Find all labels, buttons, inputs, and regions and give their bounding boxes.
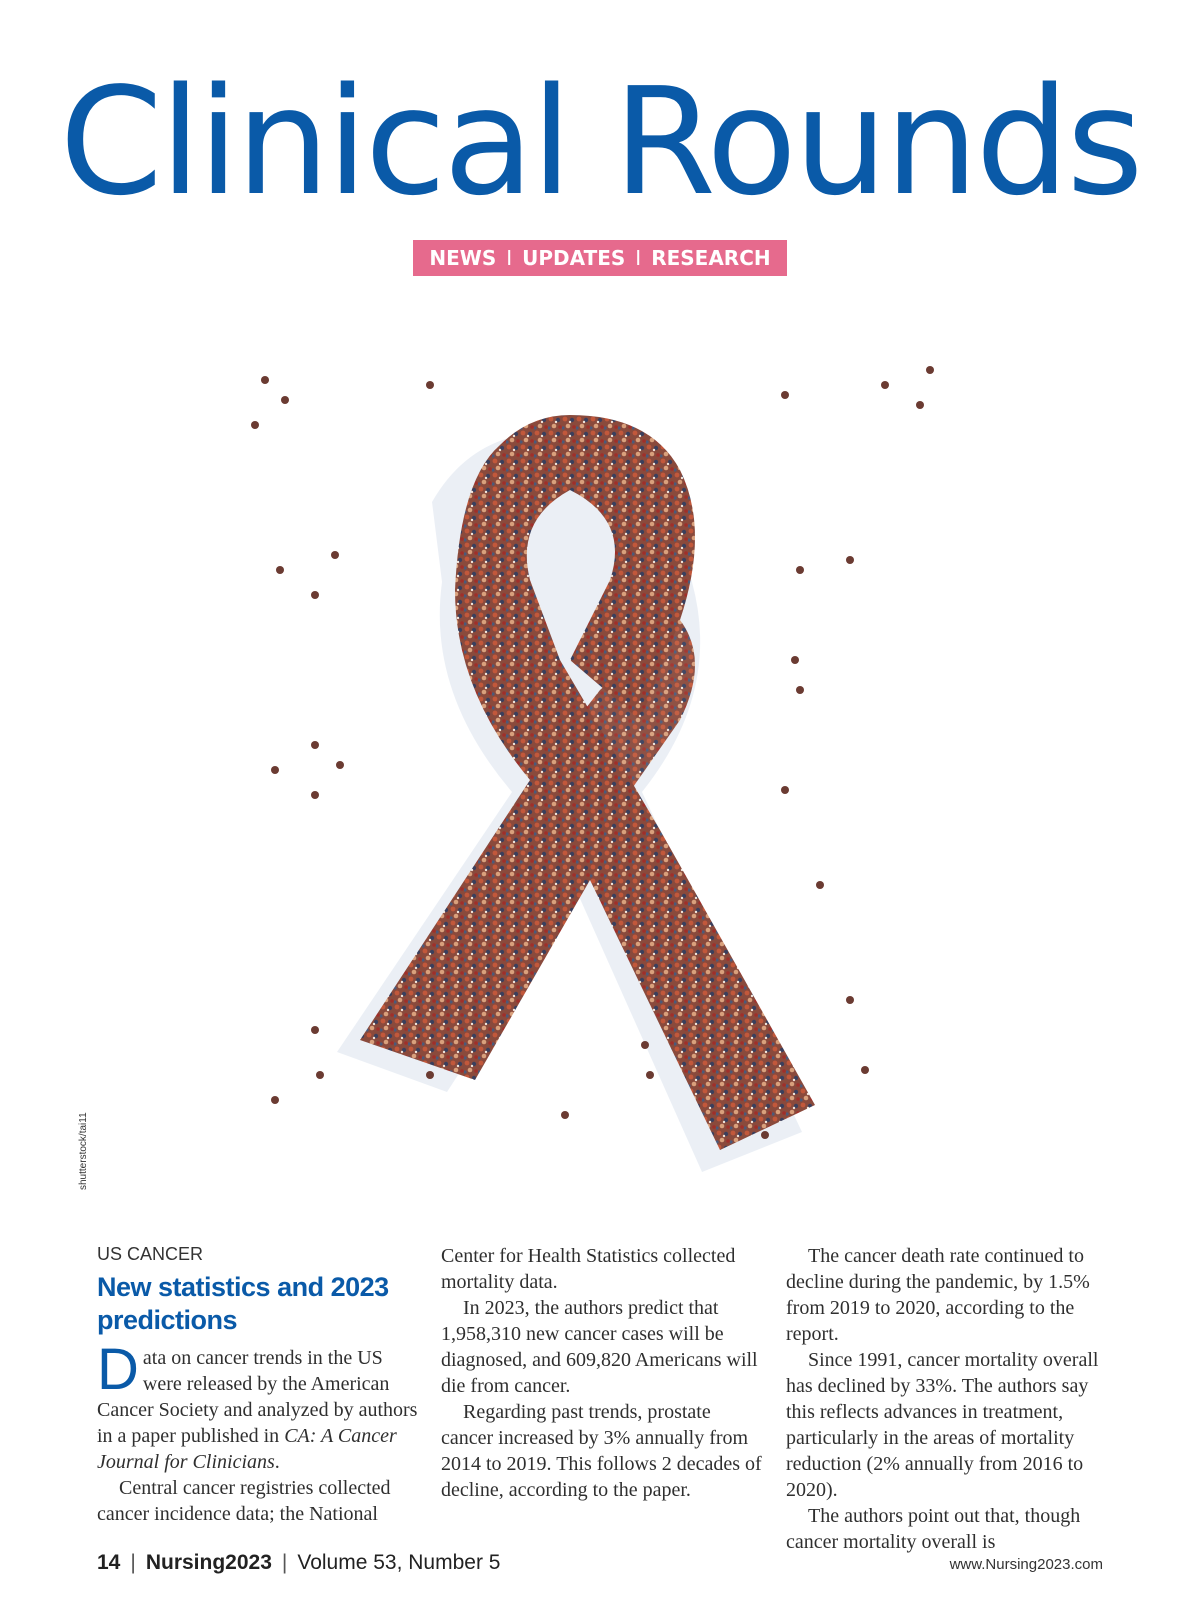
awareness-ribbon-crowd-image bbox=[240, 360, 980, 1200]
page-title: Clinical Rounds bbox=[59, 56, 1141, 228]
footer-separator: | bbox=[130, 1551, 136, 1574]
drop-cap: D bbox=[97, 1337, 139, 1402]
journal-title: CA: A Cancer Journal for Clinicians bbox=[97, 1425, 397, 1473]
article-paragraph: Since 1991, cancer mortality overall has declined by 33%. The authors say this reflects advances in treatment, particularly in the areas of mortality reduction (2% annually from 2016 to 2020). bbox=[786, 1349, 1099, 1501]
article-paragraph: In 2023, the authors predict that 1,958,310 new cancer cases will be diagnosed, and 609,820 Americans will die from cancer. bbox=[441, 1297, 758, 1397]
folio bbox=[97, 1551, 500, 1575]
article-paragraph: Regarding past trends, prostate cancer increased by 3% annually from 2014 to 2019. This follows 2 decades of decline, according to the paper. bbox=[441, 1401, 762, 1501]
website-url: www.Nursing2023.com bbox=[949, 1556, 1103, 1573]
tag-research: RESEARCH bbox=[651, 246, 771, 270]
article-column-2 bbox=[441, 1243, 763, 1503]
article-headline: New statistics and 2023 predictions bbox=[97, 1272, 389, 1335]
tag-updates: UPDATES bbox=[522, 246, 626, 270]
tag-separator: I bbox=[635, 246, 642, 270]
article-paragraph: Data on cancer trends in the US were released by the American Cancer Society and analyzed by authors in a paper published in CA: A Cancer Journal for Clinicians. bbox=[97, 1337, 418, 1473]
tag-separator: I bbox=[506, 246, 513, 270]
publication-name: Nursing2023 bbox=[145, 1551, 272, 1574]
page-footer bbox=[97, 1551, 1103, 1575]
article-paragraph: Center for Health Statistics collected mortality data. bbox=[441, 1245, 736, 1293]
page-number: 14 bbox=[97, 1551, 121, 1574]
issue-info: Volume 53, Number 5 bbox=[297, 1551, 501, 1574]
section-tag bbox=[413, 240, 787, 276]
footer-separator: | bbox=[281, 1551, 288, 1574]
article-paragraph: The authors point out that, though cancer mortality overall is bbox=[786, 1505, 1081, 1553]
article-kicker: US CANCER bbox=[97, 1244, 204, 1264]
article-column-3 bbox=[786, 1243, 1108, 1555]
article-column-1 bbox=[97, 1243, 419, 1527]
photo-credit: shutterstock/tai11 bbox=[78, 1112, 89, 1190]
article-paragraph: Central cancer registries collected cancer incidence data; the National bbox=[97, 1477, 391, 1525]
article-paragraph: The cancer death rate continued to decline during the pandemic, by 1.5% from 2019 to 2020, according to the report. bbox=[786, 1245, 1090, 1345]
tag-news: NEWS bbox=[429, 246, 497, 270]
